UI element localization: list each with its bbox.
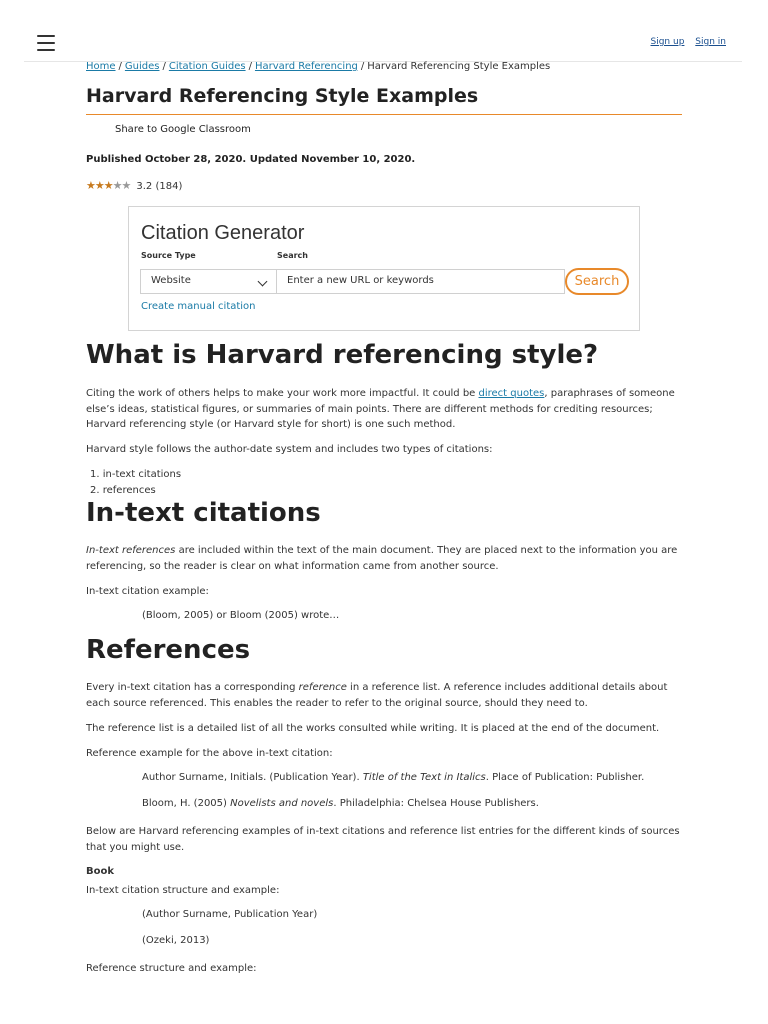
rating-stars [86, 181, 130, 192]
source-type-label: Source Type [141, 251, 196, 260]
in-text-description: are included within the text of the main document. They are placed next to the information you are referencing, so the reader is clear on what information came from another source. [86, 545, 678, 572]
heading-in-text-citations: In-text citations [86, 498, 321, 528]
book-in-text-structure: (Author Surname, Publication Year) [142, 909, 318, 920]
reference-structure-end: . Place of Publication: Publisher. [485, 772, 645, 783]
breadcrumb-harvard-referencing[interactable]: Harvard Referencing [254, 61, 358, 72]
paragraph-in-text-example-label: In-text citation example: [86, 586, 209, 597]
breadcrumb-separator: / [118, 61, 122, 72]
reference-example-publisher: . Philadelphia: Chelsea House Publishers. [333, 798, 539, 809]
menu-icon[interactable] [37, 35, 55, 51]
breadcrumb-separator: / [162, 61, 166, 72]
breadcrumb-current: Harvard Referencing Style Examples [367, 61, 551, 72]
list-item-text: in-text citations [102, 469, 182, 480]
paragraph-book-in-text-label: In-text citation structure and example: [86, 885, 280, 896]
reference-example-author: Bloom, H. (2005) [142, 798, 231, 809]
citation-generator [128, 206, 640, 331]
paragraph-book-reference-label: Reference structure and example: [86, 963, 257, 974]
search-label: Search [277, 251, 308, 260]
reference-example-title: Novelists and novels [230, 798, 334, 809]
star-empty-icon: ★ [121, 179, 131, 192]
paragraph-references [86, 680, 682, 711]
breadcrumb-citation-guides[interactable]: Citation Guides [168, 61, 246, 72]
auth-links [643, 37, 727, 47]
breadcrumb-home[interactable]: Home [86, 61, 116, 72]
paragraph-in-text [86, 543, 682, 574]
breadcrumb-separator: / [360, 61, 365, 72]
direct-quotes-link[interactable]: direct quotes [478, 388, 545, 399]
breadcrumb-separator: / [248, 61, 252, 72]
chevron-down-icon [258, 277, 268, 287]
search-button[interactable]: Search [565, 268, 629, 295]
heading-references: References [86, 635, 251, 665]
top-navigation-bar [24, 28, 742, 62]
citation-generator-title: Citation Generator [141, 222, 305, 244]
source-type-value: Website [151, 275, 191, 286]
breadcrumb [86, 61, 550, 72]
intro-text-end: , paraphrases of someone else’s ideas, statistical figures, or summaries of main points. There are different methods for crediting resources; Harvard referencing style (or Harvard style for short) is one such method. [86, 388, 675, 430]
page-title: Harvard Referencing Style Examples [86, 85, 479, 107]
list-item: 2. references [90, 485, 156, 496]
references-text-end: in a reference list. A reference includes additional details about each source referenced. This enables the reader to refer to the original source, should they need to. [86, 682, 668, 709]
reference-term: reference [298, 682, 347, 693]
title-divider [86, 114, 682, 115]
star-empty-icon: ★ [112, 179, 122, 192]
paragraph-below-examples: Below are Harvard referencing examples of in-text citations and reference list entries for the different kinds of sources that you might use. [86, 826, 680, 853]
heading-what-is-harvard: What is Harvard referencing style? [86, 340, 599, 370]
signup-link[interactable]: Sign up [650, 37, 685, 47]
create-manual-citation-link[interactable]: Create manual citation [141, 301, 256, 312]
paragraph-author-date: Harvard style follows the author-date system and includes two types of citations: [86, 444, 493, 455]
star-filled-icon: ★ [94, 179, 104, 192]
search-input[interactable]: Enter a new URL or keywords [277, 269, 565, 294]
reference-structure-title: Title of the Text in Italics [362, 772, 486, 783]
paragraph-intro [86, 386, 682, 433]
references-text-start: Every in-text citation has a corresponding [86, 682, 299, 693]
in-text-references-term: In-text references [86, 545, 176, 556]
book-in-text-example: (Ozeki, 2013) [142, 935, 210, 946]
list-item: 1. in-text citations [90, 469, 182, 480]
share-google-classroom-button[interactable]: Share to Google Classroom [115, 124, 251, 135]
in-text-example: (Bloom, 2005) or Bloom (2005) wrote… [142, 610, 340, 621]
published-date: Published October 28, 2020. Updated November 10, 2020. [86, 154, 416, 165]
reference-example [142, 798, 539, 809]
breadcrumb-guides[interactable]: Guides [124, 61, 160, 72]
heading-book: Book [86, 866, 115, 877]
paragraph-reference-example-label: Reference example for the above in-text citation: [86, 748, 333, 759]
signin-link[interactable]: Sign in [695, 37, 726, 47]
source-type-select[interactable] [140, 269, 277, 294]
rating-score: 3.2 (184) [136, 181, 183, 192]
star-rating[interactable] [86, 179, 182, 192]
reference-structure [142, 772, 644, 783]
paragraph-reference-list: The reference list is a detailed list of all the works consulted while writing. It is placed at the end of the document. [86, 723, 660, 734]
intro-text-start: Citing the work of others helps to make your work more impactful. It could be [86, 388, 479, 399]
star-filled-icon: ★ [86, 179, 95, 192]
reference-structure-start: Author Surname, Initials. (Publication Year). [142, 772, 363, 783]
star-filled-icon: ★ [103, 179, 113, 192]
list-item-text: references [102, 485, 156, 496]
